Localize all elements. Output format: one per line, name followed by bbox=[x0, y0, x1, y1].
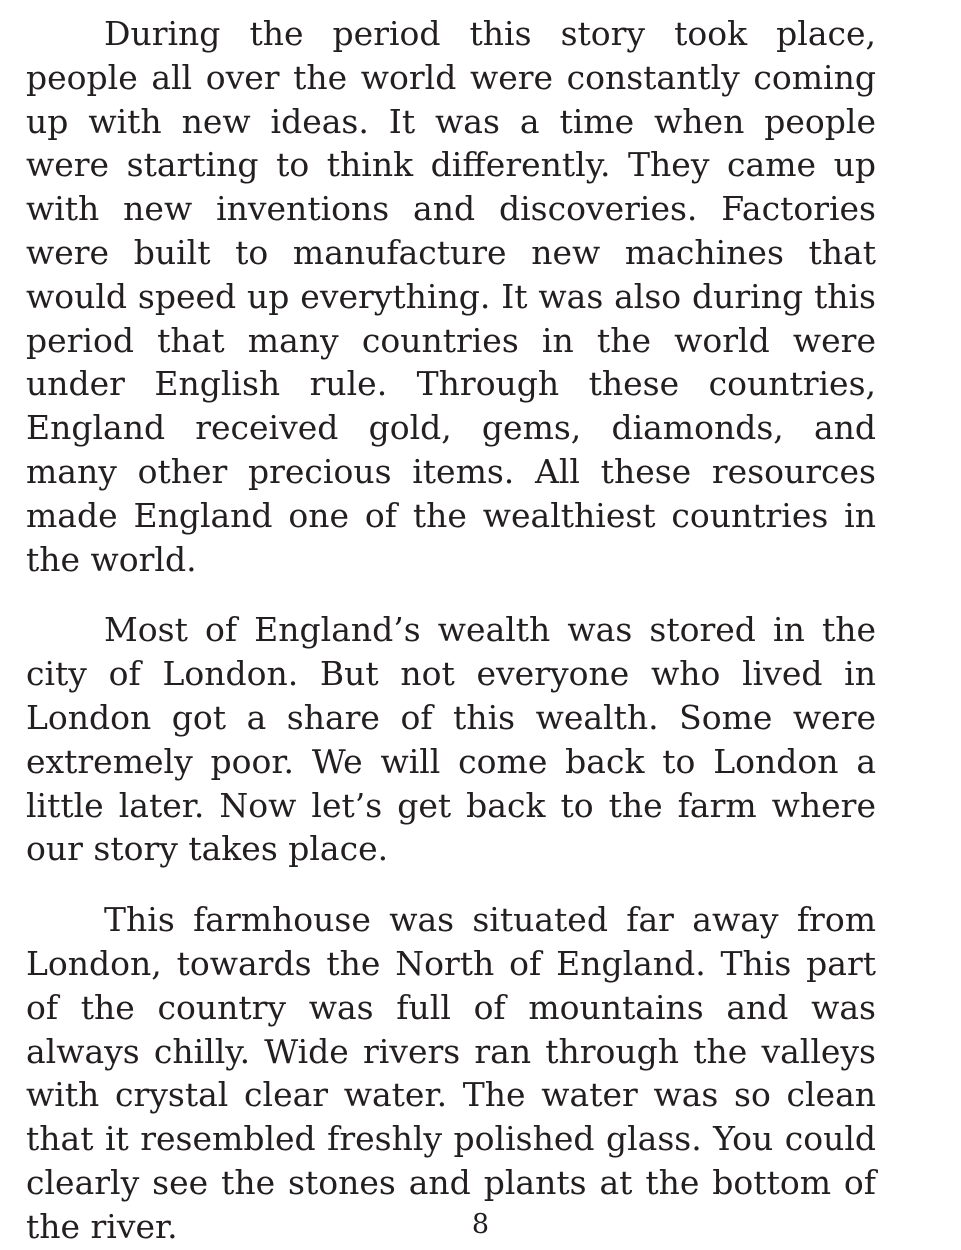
paragraph-farmhouse-setting: This farmhouse was situated far away from London, towards the North of England. This part of the country was full of mountains and was always chilly. Wide rivers ran through the valleys with crystal clear water. The water was so clean that it resembled freshly polished glass. You could clearly see the stones and plants at the bottom of the river. bbox=[26, 900, 876, 1246]
page-number: 8 bbox=[471, 1209, 490, 1240]
paragraph-industrial-era: During the period this story took place, people all over the world were constantly coming up with new ideas. It was a time when people were starting to think differently. They came up with new inventions and discoveries. Factories were built to manufacture new machines that would speed up everything. It was also during this period that many countries in the world were under English rule. Through these countries, England received gold, gems, diamonds, and many other precious items. All these resources made England one of the wealthiest countries in the world. bbox=[26, 14, 876, 579]
paragraph-london-wealth: Most of England’s wealth was stored in the city of London. But not everyone who lived in London got a share of this wealth. Some were extremely poor. We will come back to London a little later. Now let’s get back to the farm where our story takes place. bbox=[26, 610, 876, 869]
body-text bbox=[26, 12, 876, 1249]
